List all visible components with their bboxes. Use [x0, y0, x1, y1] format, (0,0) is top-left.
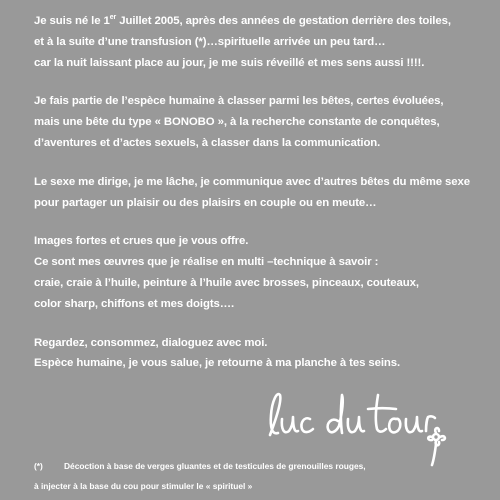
text-line: Regardez, consommez, dialoguez avec moi. [34, 336, 268, 349]
superscript: er [109, 14, 117, 22]
footnote [34, 456, 489, 496]
text-line [34, 11, 486, 32]
paragraph-4 [34, 231, 486, 314]
document-body [34, 11, 486, 392]
text-line: Le sexe me dirige, je me lâche, je communique avec d’autres bêtes du même sexe [34, 175, 471, 188]
text-line-start: Je suis né le 1 [34, 15, 110, 27]
footnote-line-1 [34, 456, 489, 476]
text-line: pour partager un plaisir ou des plaisirs en couple ou en meute… [34, 196, 377, 209]
text-line-end: Juillet 2005, après des années de gestation derrière des toiles, [116, 15, 451, 27]
text-line: d’aventures et d’actes sexuels, à classer dans la communication. [34, 136, 381, 149]
footnote-text: Décoction à base de verges gluantes et de testicules de grenouilles rouges, [64, 461, 366, 471]
text-line: Espèce humaine, je vous salue, je retourne à ma planche à tes seins. [34, 357, 401, 370]
paragraph-1 [34, 11, 486, 73]
footnote-marker: (*) [34, 461, 43, 471]
text-line: mais une bête du type « BONOBO », à la recherche constante de conquêtes, [34, 116, 440, 129]
paragraph-3 [34, 172, 486, 214]
text-line: car la nuit laissant place au jour, je me suis réveillé et mes sens aussi !!!!. [34, 56, 425, 69]
text-line: craie, craie à l’huile, peinture à l’huile avec brosses, pinceaux, couteaux, [34, 276, 419, 289]
text-line: et à la suite d’une transfusion (*)…spirituelle arrivée un peu tard… [34, 35, 386, 48]
footnote-line-2: à injecter à la base du cou pour stimuler le « spirituel » [34, 481, 253, 491]
paragraph-5 [34, 333, 486, 375]
text-line: Images fortes et crues que je vous offre. [34, 235, 249, 248]
text-line: Ce sont mes œuvres que je réalise en multi –technique à savoir : [34, 256, 379, 269]
text-line: Je fais partie de l’espèce humaine à classer parmi les bêtes, certes évoluées, [34, 95, 444, 108]
paragraph-2 [34, 91, 486, 153]
text-line: color sharp, chiffons et mes doigts…. [34, 297, 235, 310]
